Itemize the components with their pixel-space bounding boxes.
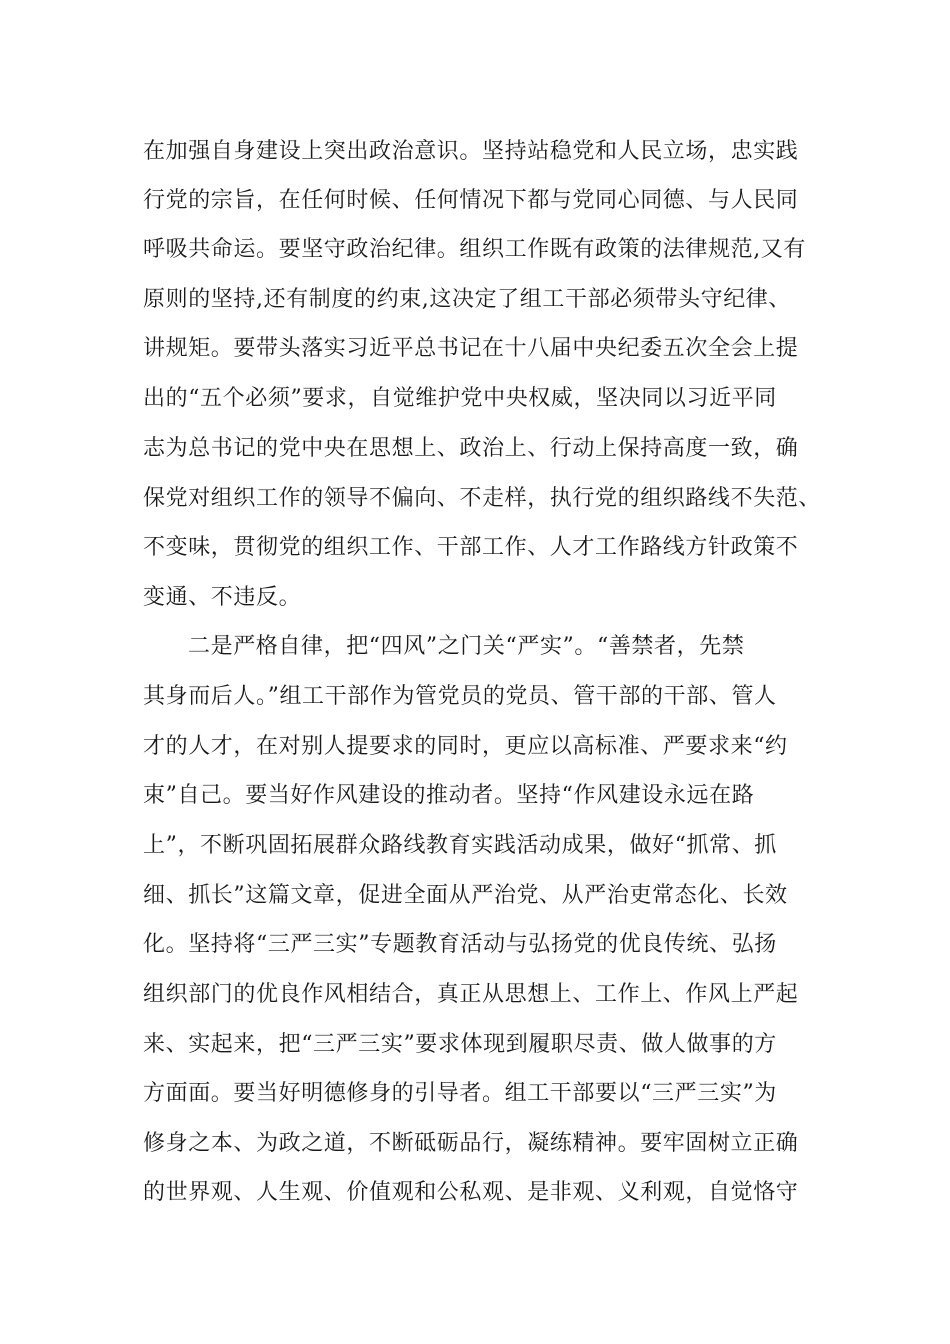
- text-line: 不变味，贯彻党的组织工作、干部工作、人才工作路线方针政策不: [143, 535, 799, 560]
- text-line: 保党对组织工作的领导不偏向、不走样，执行党的组织路线不失范、: [143, 486, 822, 511]
- text-line: 呼吸共命运。要坚守政治纪律。组织工作既有政策的法律规范,又有: [143, 237, 806, 262]
- text-line: 的世界观、人生观、价值观和公私观、是非观、义利观，自觉恪守: [143, 1180, 799, 1205]
- text-line: 方面面。要当好明德修身的引导者。组工干部要以“三严三实”为: [143, 1081, 777, 1106]
- text-line: 才的人才，在对别人提要求的同时，更应以高标准、严要求来“约: [143, 734, 788, 759]
- text-line: 束”自己。要当好作风建设的推动者。坚持“作风建设永远在路: [143, 783, 755, 808]
- paragraph-first-line: 二是严格自律，把“四风”之门关“严实”。“善禁者，先禁: [188, 634, 745, 659]
- text-line: 在加强自身建设上突出政治意识。坚持站稳党和人民立场，忠实践: [143, 139, 799, 164]
- text-line: 化。坚持将“三严三实”专题教育活动与弘扬党的优良传统、弘扬: [143, 932, 777, 957]
- text-line: 细、抓长”这篇文章，促进全面从严治党、从严治吏常态化、长效: [143, 883, 788, 908]
- text-line: 原则的坚持,还有制度的约束,这决定了组工干部必须带头守纪律、: [143, 287, 791, 312]
- text-line: 修身之本、为政之道，不断砥砺品行，凝练精神。要牢固树立正确: [143, 1131, 799, 1156]
- text-line: 志为总书记的党中央在思想上、政治上、行动上保持高度一致，确: [143, 436, 799, 461]
- text-line: 讲规矩。要带头落实习近平总书记在十八届中央纪委五次全会上提: [143, 336, 799, 361]
- text-line: 上”，不断巩固拓展群众路线教育实践活动成果，做好“抓常、抓: [143, 833, 777, 858]
- text-line: 行党的宗旨，在任何时候、任何情况下都与党同心同德、与人民同: [143, 188, 799, 213]
- text-line: 其身而后人。”组工干部作为管党员的党员、管干部的干部、管人: [143, 684, 777, 709]
- text-line: 出的“五个必须”要求，自觉维护党中央权威，坚决同以习近平同: [143, 386, 777, 411]
- text-line: 变通、不违反。: [143, 585, 302, 610]
- text-line: 组织部门的优良作风相结合，真正从思想上、工作上、作风上严起: [143, 982, 799, 1007]
- text-line: 来、实起来，把“三严三实”要求体现到履职尽责、做人做事的方: [143, 1032, 777, 1057]
